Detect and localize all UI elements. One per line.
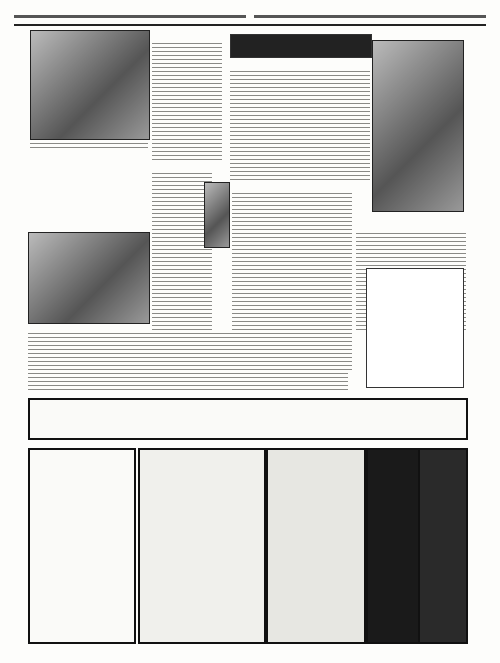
portrait-photo-grid bbox=[30, 30, 150, 140]
article-column-2 bbox=[230, 70, 370, 180]
masthead-rule bbox=[14, 8, 486, 26]
ad-film-4 bbox=[418, 448, 468, 644]
ad-film-2 bbox=[266, 448, 366, 644]
cartoon-box bbox=[366, 268, 464, 388]
portrait-photo-small bbox=[204, 182, 230, 248]
crowd-photo bbox=[372, 40, 464, 212]
advertisement-strip bbox=[28, 398, 468, 440]
left-photo bbox=[28, 232, 150, 324]
article-column-6 bbox=[28, 330, 348, 390]
ad-film-3 bbox=[366, 448, 420, 644]
ad-left bbox=[28, 448, 136, 644]
photo-caption bbox=[30, 140, 148, 148]
ad-film-1 bbox=[138, 448, 266, 644]
article-column-1 bbox=[152, 40, 222, 160]
headline-box-top bbox=[230, 34, 372, 58]
